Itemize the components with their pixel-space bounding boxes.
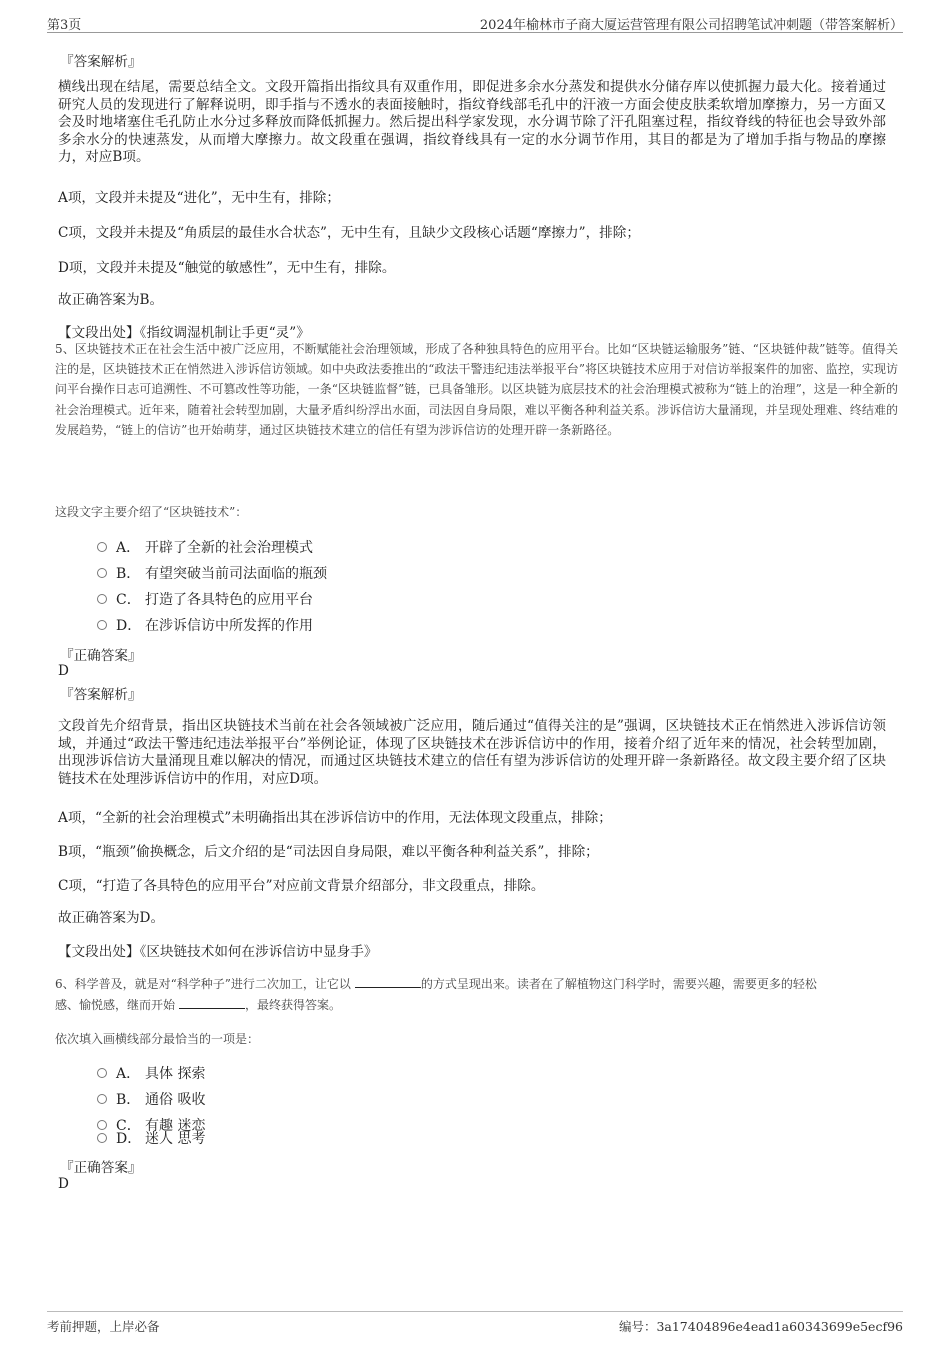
q6-option-b[interactable]: B． 通俗 吸收 (97, 1089, 205, 1109)
footer-slogan: 考前押题，上岸必备 (47, 1319, 160, 1334)
q5-answer-label: 『正确答案』 (60, 648, 142, 664)
q5-answer: D (58, 663, 69, 679)
page-header (47, 10, 903, 33)
q5-analysis-text: 文段首先介绍背景，指出区块链技术当前在社会各领域被广泛应用，随后通过“值得关注的是”强调，区块链技术正在悄然进入涉诉信访领域，并通过“政法干警违纪违法举报平台”举例论证，体现了区块链技术在涉诉信访中的作用，接着介绍了近年来的情况，社会转型加剧，出现涉诉信访大量涌现且难以解决的情况，而通过区块链技术建立的信任有望为涉诉信访的处理开辟一条新路径。故文段主要介绍了区块链技术在处理涉诉信访中的作用，对应D项。 (58, 718, 886, 787)
q6-answer-label: 『正确答案』 (60, 1160, 142, 1176)
page-number: 第3页 (47, 18, 82, 33)
radio-icon[interactable] (97, 620, 107, 630)
q6-option-c[interactable]: C． 有趣 迷恋 (97, 1115, 205, 1135)
q6-question: 依次填入画横线部分最恰当的一项是： (55, 1032, 260, 1046)
q4-option-d-explanation: D项，文段并未提及“触觉的敏感性”，无中生有，排除。 (58, 260, 396, 276)
q5-option-a[interactable]: A． 开辟了全新的社会治理模式 (97, 537, 313, 557)
q5-option-c-explanation: C项，“打造了各具特色的应用平台”对应前文背景介绍部分，非文段重点，排除。 (58, 878, 545, 894)
radio-icon[interactable] (97, 594, 107, 604)
q4-option-a-explanation: A项，文段并未提及“进化”，无中生有，排除； (58, 190, 340, 206)
fill-blank-1[interactable] (355, 975, 421, 988)
q6-answer: D (58, 1176, 69, 1192)
q5-conclusion: 故正确答案为D。 (58, 910, 165, 926)
radio-icon[interactable] (97, 1094, 107, 1104)
q5-option-b-explanation: B项，“瓶颈”偷换概念，后文介绍的是“司法因自身局限，难以平衡各种利益关系”，排除； (58, 844, 599, 860)
q5-source: 【文段出处】《区块链技术如何在涉诉信访中显身手》 (58, 944, 378, 960)
q4-conclusion: 故正确答案为B。 (58, 292, 164, 308)
page-footer (47, 1311, 903, 1336)
footer-serial: 编号：3a17404896e4ead1a60343699e5ecf96 (618, 1319, 903, 1334)
q6-option-d[interactable]: D． 迷人 思考 (97, 1128, 205, 1148)
fill-blank-2[interactable] (179, 996, 245, 1009)
q5-option-b[interactable]: B． 有望突破当前司法面临的瓶颈 (97, 563, 327, 583)
q5-option-a-explanation: A项，“全新的社会治理模式”未明确指出其在涉诉信访中的作用，无法体现文段重点，排除； (58, 810, 612, 826)
q4-analysis-label: 『答案解析』 (60, 54, 142, 70)
q6-stem-line-2: 感、愉悦感，继而开始 ，最终获得答案。 (55, 998, 342, 1012)
q4-analysis-text: 横线出现在结尾，需要总结全文。文段开篇指出指纹具有双重作用，即促进多余水分蒸发和提供水分储存库以使抓握力最大化。接着通过研究人员的发现进行了解释说明，即手指与不透水的表面接触时，指纹脊线部毛孔中的汗液一方面会使皮肤柔软增加摩擦力，另一方面又会及时地堵塞住毛孔防止水分过多释放而降低抓握力。然后提出科学家发现，水分调节除了汗孔阻塞过程，指纹脊线的特征也会导致外部多余水分的快速蒸发，从而增大摩擦力。故文段重在强调，指纹脊线具有一定的水分调节作用，其目的都是为了增加手指与物品的摩擦力，对应B项。 (58, 79, 886, 166)
radio-icon[interactable] (97, 542, 107, 552)
q5-analysis-label: 『答案解析』 (60, 687, 142, 703)
q5-stem: 5、区块链技术正在社会生活中被广泛应用，不断赋能社会治理领域，形成了各种独具特色的应用平台。比如“区块链运输服务”链、“区块链仲裁”链等。值得关注的是，区块链技术正在悄然进入涉诉信访领域。如中央政法委推出的“政法干警违纪违法举报平台”将区块链技术应用于对信访举报案件的加密、监控，实现访问平台操作日志可追溯性、不可篡改性等功能，一条“区块链监督”链，已具备雏形。以区块链为底层技术的社会治理模式被称为“链上的治理”，这是一种全新的社会治理模式。近年来，随着社会转型加剧，大量矛盾纠纷浮出水面，司法因自身局限，难以平衡各种利益关系。涉诉信访大量涌现，并呈现处理难、终结难的发展趋势，“链上的信访”也开始萌芽，通过区块链技术建立的信任有望为涉诉信访的处理开辟一条新路径。 (55, 342, 898, 437)
radio-icon[interactable] (97, 1068, 107, 1078)
q5-option-c[interactable]: C． 打造了各具特色的应用平台 (97, 589, 313, 609)
q4-option-c-explanation: C项，文段并未提及“角质层的最佳水合状态”，无中生有，且缺少文段核心话题“摩擦力”，排除； (58, 225, 640, 241)
q4-source: 【文段出处】《指纹调湿机制让手更“灵”》 (58, 325, 310, 341)
q6-stem-line-1: 6、科学普及，就是对“科学种子”进行二次加工，让它以 的方式呈现出来。读者在了解植物这门科学时，需要兴趣，需要更多的轻松 (55, 977, 817, 991)
q5-question: 这段文字主要介绍了“区块链技术”： (55, 505, 248, 519)
radio-icon[interactable] (97, 1133, 107, 1143)
q6-option-a[interactable]: A． 具体 探索 (97, 1063, 205, 1083)
document-title: 2024年榆林市子商大厦运营管理有限公司招聘笔试冲刺题（带答案解析） (479, 18, 903, 33)
radio-icon[interactable] (97, 568, 107, 578)
q5-option-d[interactable]: D． 在涉诉信访中所发挥的作用 (97, 615, 313, 635)
